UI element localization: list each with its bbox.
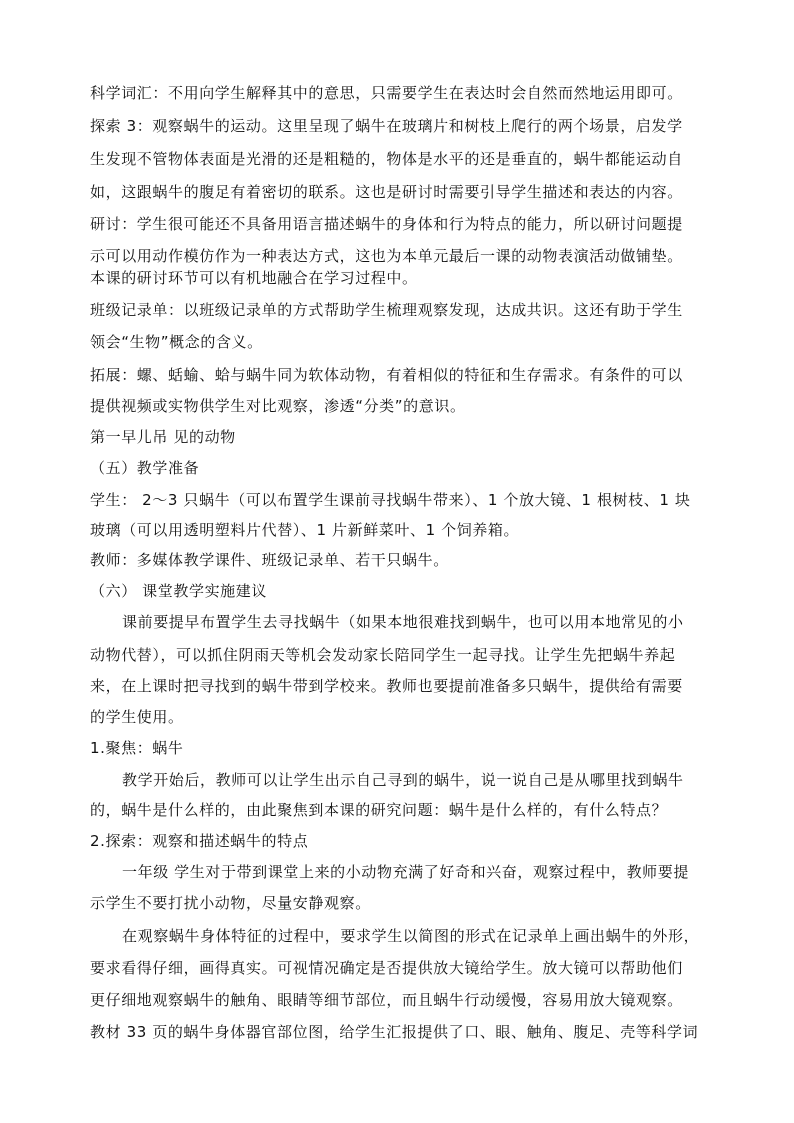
section-heading-preparation: （五）教学准备 (90, 459, 200, 477)
text-line-5: 研讨：学生很可能还不具备用语言描述蜗牛的身体和行为特点的能力，所以研讨问题提 (90, 215, 683, 233)
text-line-4: 如，这跟蜗牛的腹足有着密切的联系。这也是研讨时需要引导学生描述和表达的内容。 (90, 183, 683, 201)
text-line-11: 提供视频或实物供学生对比观察，渗透“分类”的意识。 (90, 397, 466, 415)
text-line-21: 的学生使用。 (90, 708, 184, 726)
section-heading-implementation: （六） 课堂教学实施建议 (90, 582, 267, 600)
text-line-10: 拓展：螺、蛞蝓、蛤与蜗牛同为软体动物，有着相似的特征和生存需求。有条件的可以 (90, 366, 683, 384)
subheading-focus: 1.聚焦：蜗牛 (90, 739, 184, 757)
text-line-12: 第一早儿吊 见的动物 (90, 428, 236, 446)
text-line-24: 的，蜗牛是什么样的，由此聚焦到本课的研究问题：蜗牛是什么样的，有什么特点？ (90, 801, 668, 819)
text-line-30: 更仔细地观察蜗牛的触角、眼睛等细节部位，而且蜗牛行动缓慢，容易用放大镜观察。 (90, 991, 683, 1009)
text-line-15: 玻璃（可以用透明塑料片代替）、1 片新鲜菜叶、1 个饲养箱。 (90, 521, 520, 539)
text-line-14: 学生： 2～3 只蜗牛（可以布置学生课前寻找蜗牛带来）、1 个放大镜、1 根树枝、1 块 (90, 491, 691, 509)
text-line-6: 示可以用动作模仿作为一种表达方式，这也为本单元最后一课的动物表演活动做铺垫。 (90, 247, 683, 265)
text-line-1: 科学词汇：不用向学生解释其中的意思，只需要学生在表达时会自然而然地运用即可。 (90, 84, 683, 102)
text-line-28: 在观察蜗牛身体特征的过程中，要求学生以简图的形式在记录单上画出蜗牛的外形， (122, 927, 700, 945)
text-line-3: 生发现不管物体表面是光滑的还是粗糙的，物体是水平的还是垂直的，蜗牛都能运动自 (90, 150, 683, 168)
text-line-7: 本课的研讨环节可以有机地融合在学习过程中。 (90, 269, 418, 287)
text-line-31: 教材 33 页的蜗牛身体器官部位图，给学生汇报提供了口、眼、触角、腹足、壳等科学词 (90, 1023, 699, 1041)
text-line-23: 教学开始后，教师可以让学生出示自己寻到的蜗牛，说一说自己是从哪里找到蜗牛 (122, 771, 684, 789)
text-line-26: 一年级 学生对于带到课堂上来的小动物充满了好奇和兴奋，观察过程中，教师要提 (122, 863, 689, 881)
text-line-9: 领会“生物”概念的含义。 (90, 333, 263, 351)
text-line-27: 示学生不要打扰小动物，尽量安静观察。 (90, 894, 371, 912)
text-line-18: 课前要提早布置学生去寻找蜗牛（如果本地很难找到蜗牛，也可以用本地常见的小 (122, 613, 684, 631)
text-line-16: 教师：多媒体教学课件、班级记录单、若干只蜗牛。 (90, 551, 449, 569)
text-line-20: 来，在上课时把寻找到的蜗牛带到学校来。教师也要提前准备多只蜗牛，提供给有需要 (90, 677, 683, 695)
text-line-8: 班级记录单：以班级记录单的方式帮助学生梳理观察发现，达成共识。这还有助于学生 (90, 301, 683, 319)
text-line-29: 要求看得仔细，画得真实。可视情况确定是否提供放大镜给学生。放大镜可以帮助他们 (90, 959, 683, 977)
subheading-explore: 2.探索：观察和描述蜗牛的特点 (90, 832, 309, 850)
text-line-19: 动物代替），可以抓住阴雨天等机会发动家长陪同学生一起寻找。让学生先把蜗牛养起 (90, 646, 676, 664)
text-line-2: 探索 3：观察蜗牛的运动。这里呈现了蜗牛在玻璃片和树枝上爬行的两个场景，启发学 (90, 117, 683, 135)
